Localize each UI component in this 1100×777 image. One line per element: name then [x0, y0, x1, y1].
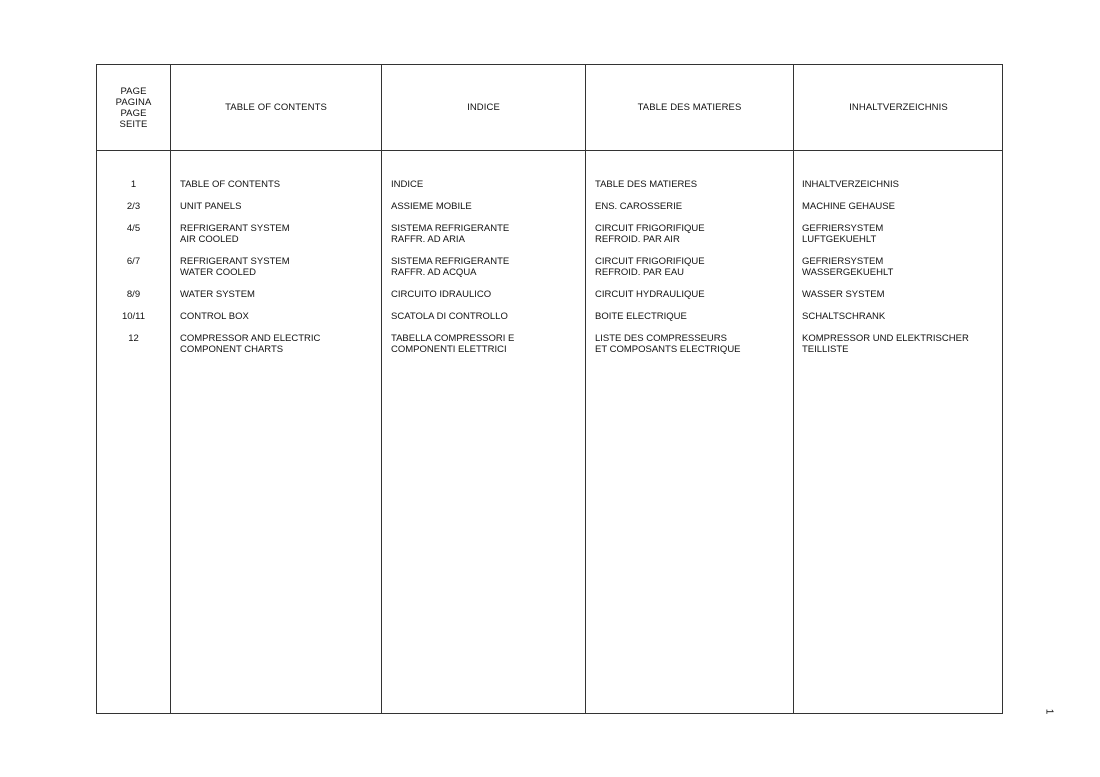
row-french: CIRCUIT FRIGORIFIQUE REFROID. PAR EAU [595, 256, 705, 278]
column-divider [793, 65, 794, 713]
row-german: SCHALTSCHRANK [802, 311, 886, 322]
column-divider [381, 65, 382, 713]
row-page-number: 10/11 [121, 311, 146, 322]
row-page-number: 1 [130, 179, 137, 190]
row-italian: INDICE [391, 179, 424, 190]
header-page-label: PAGE [120, 85, 147, 97]
header-french: TABLE DES MATIERES [637, 102, 742, 113]
row-italian: CIRCUITO IDRAULICO [391, 289, 492, 300]
header-german: INHALTVERZEICHNIS [849, 102, 948, 113]
row-french: ENS. CAROSSERIE [595, 201, 683, 212]
row-english: COMPRESSOR AND ELECTRIC COMPONENT CHARTS [180, 333, 321, 355]
row-english: CONTROL BOX [180, 311, 249, 322]
row-page-number: 4/5 [126, 223, 141, 234]
header-page-label: PAGINA [115, 96, 152, 108]
row-english: TABLE OF CONTENTS [180, 179, 281, 190]
header-page-label: SEITE [119, 118, 148, 130]
row-french: LISTE DES COMPRESSEURS ET COMPOSANTS ELECTRIQUE [595, 333, 741, 355]
header-english: TABLE OF CONTENTS [225, 102, 327, 113]
page-number: 1 [1043, 708, 1055, 715]
row-german: KOMPRESSOR UND ELEKTRISCHER TEILLISTE [802, 333, 969, 355]
row-german: MACHINE GEHAUSE [802, 201, 895, 212]
row-page-number: 6/7 [126, 256, 141, 267]
contents-table [96, 64, 1003, 714]
row-french: CIRCUIT HYDRAULIQUE [595, 289, 705, 300]
row-italian: ASSIEME MOBILE [391, 201, 472, 212]
header-page-column [97, 65, 170, 150]
row-german: GEFRIERSYSTEM LUFTGEKUEHLT [802, 223, 884, 245]
row-page-number: 8/9 [126, 289, 141, 300]
row-french: BOITE ELECTRIQUE [595, 311, 687, 322]
row-english: UNIT PANELS [180, 201, 242, 212]
column-divider [585, 65, 586, 713]
row-german: GEFRIERSYSTEM WASSERGEKUEHLT [802, 256, 894, 278]
row-french: TABLE DES MATIERES [595, 179, 698, 190]
header-page-label: PAGE [120, 107, 147, 119]
row-german: INHALTVERZEICHNIS [802, 179, 899, 190]
header-divider [97, 150, 1002, 151]
row-english: WATER SYSTEM [180, 289, 255, 300]
row-italian: SISTEMA REFRIGERANTE RAFFR. AD ACQUA [391, 256, 510, 278]
row-italian: SISTEMA REFRIGERANTE RAFFR. AD ARIA [391, 223, 510, 245]
row-german: WASSER SYSTEM [802, 289, 885, 300]
row-page-number: 12 [128, 333, 139, 344]
row-italian: TABELLA COMPRESSORI E COMPONENTI ELETTRICI [391, 333, 515, 355]
header-italian: INDICE [467, 102, 500, 113]
column-divider [170, 65, 171, 713]
row-italian: SCATOLA DI CONTROLLO [391, 311, 508, 322]
row-english: REFRIGERANT SYSTEM WATER COOLED [180, 256, 290, 278]
row-french: CIRCUIT FRIGORIFIQUE REFROID. PAR AIR [595, 223, 705, 245]
row-page-number: 2/3 [126, 201, 141, 212]
row-english: REFRIGERANT SYSTEM AIR COOLED [180, 223, 290, 245]
